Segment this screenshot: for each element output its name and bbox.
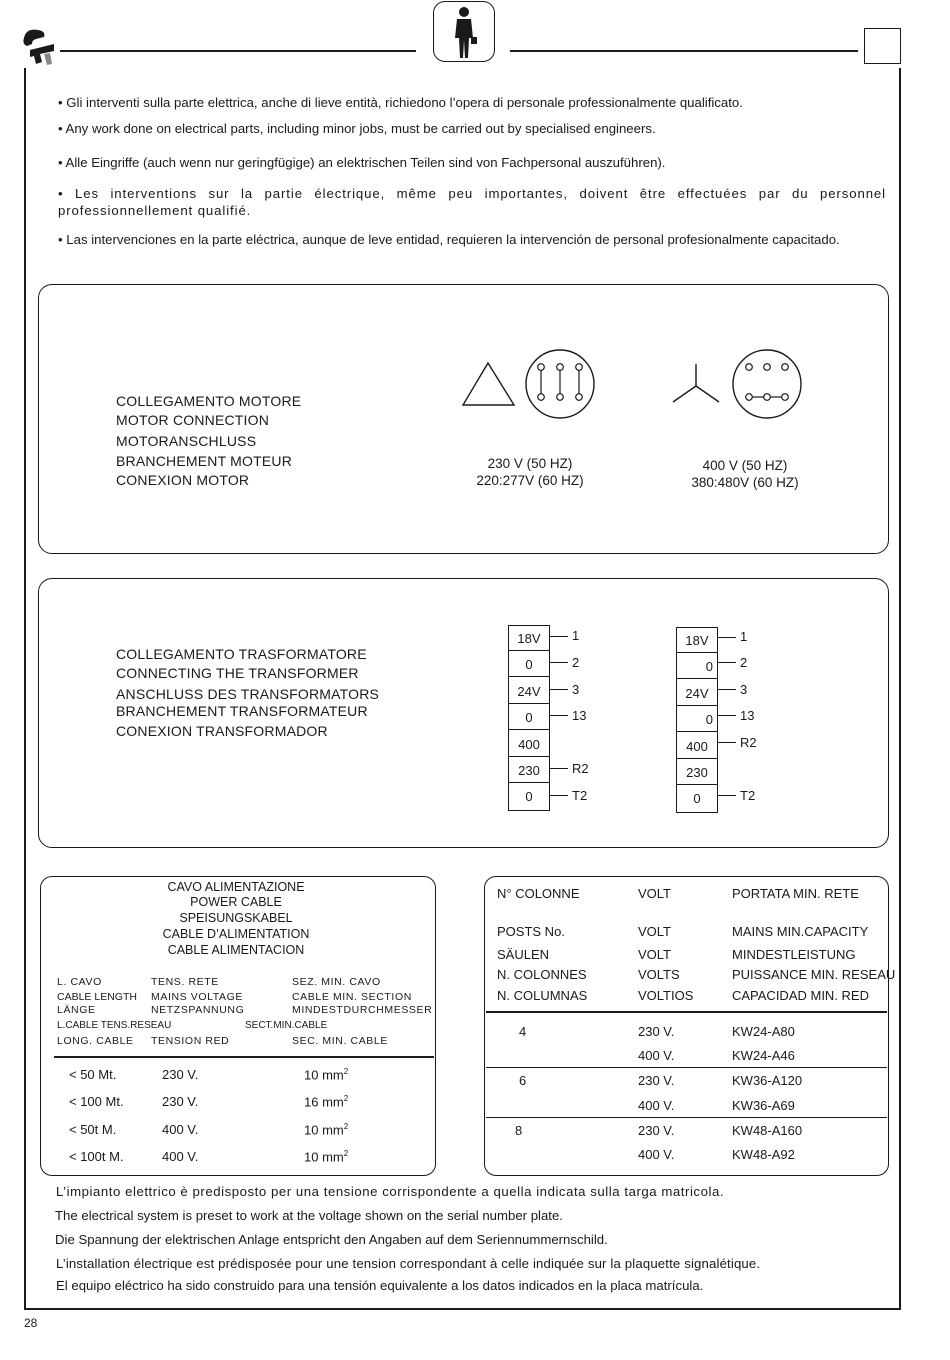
lead-line <box>718 662 736 663</box>
footer-note-de: Die Spannung der elektrischen Anlage entspricht den Angaben auf dem Seriennummernschild. <box>55 1232 608 1247</box>
cable-section-unit-exponent: 2 <box>343 1094 349 1103</box>
capacity-columns: 4 <box>519 1024 527 1039</box>
cable-header: MAINS VOLTAGE <box>151 991 244 1003</box>
terminal-number: R2 <box>572 761 589 776</box>
capacity-volt: 230 V. <box>638 1073 675 1088</box>
capacity-header: MAINS MIN.CAPACITY <box>732 924 869 939</box>
footer-note-fr: L’installation électrique est prédisposée pour une tension correspondant à celle indiquée sur la plaquette signalétique. <box>56 1256 761 1271</box>
cable-section-unit-exponent: 2 <box>343 1122 349 1131</box>
terminal-cell: 24V <box>677 681 717 706</box>
capacity-value: KW48-A92 <box>732 1147 795 1162</box>
cable-header-divider <box>54 1056 434 1058</box>
cable-length: < 50 Mt. <box>69 1067 117 1082</box>
terminal-cell: 0 <box>693 791 701 807</box>
capacity-value: KW36-A120 <box>732 1073 803 1088</box>
capacity-header: VOLT <box>638 924 671 939</box>
star-terminal-icon <box>730 347 804 421</box>
capacity-header: VOLTS <box>638 967 680 982</box>
motor-label: MOTORANSCHLUSS <box>116 433 257 449</box>
terminal-block-400v <box>676 627 718 813</box>
capacity-header: VOLT <box>638 886 671 901</box>
motor-label: CONEXION MOTOR <box>116 472 250 488</box>
terminal-number: 2 <box>740 655 748 670</box>
capacity-volt: 400 V. <box>638 1048 675 1063</box>
motor-label: MOTOR CONNECTION <box>116 412 270 428</box>
cable-title-line: CABLE D’ALIMENTATION <box>162 927 310 941</box>
capacity-value: KW36-A69 <box>732 1098 795 1113</box>
terminal-cell: 0 <box>677 707 717 732</box>
cable-title-line: SPEISUNGSKABEL <box>179 911 293 925</box>
lead-line <box>550 689 568 690</box>
cable-section <box>304 1067 348 1082</box>
motor-label: COLLEGAMENTO MOTORE <box>116 393 302 409</box>
cable-section <box>304 1094 348 1109</box>
terminal-cell: 0 <box>525 789 533 805</box>
capacity-volt: 230 V. <box>638 1024 675 1039</box>
header-rule-right <box>510 50 858 52</box>
cable-section <box>304 1122 348 1137</box>
terminal-number: 13 <box>740 708 755 723</box>
cable-section-unit-exponent: 2 <box>343 1149 349 1158</box>
footer-note-es: El equipo eléctrico ha sido construido para una tensión equivalente a los datos indicados en la placa matrícula. <box>56 1278 704 1293</box>
warning-en: • Any work done on electrical parts, including minor jobs, must be carried out by specialised engineers. <box>58 121 656 136</box>
terminal-number: 1 <box>740 629 748 644</box>
cable-title-line: CAVO ALIMENTAZIONE <box>167 880 305 894</box>
lead-line <box>718 637 736 638</box>
capacity-row-divider <box>486 1067 887 1068</box>
delta-triangle-icon <box>460 360 520 408</box>
capacity-header: CAPACIDAD MIN. RED <box>732 988 869 1003</box>
capacity-volt: 400 V. <box>638 1098 675 1113</box>
warning-it: • Gli interventi sulla parte elettrica, anche di lieve entità, richiedono l’opera di personale professionalmente qualificato. <box>58 95 743 110</box>
terminal-cell: 230 <box>509 758 549 783</box>
cable-section-value: 10 mm <box>304 1149 344 1165</box>
capacity-row-divider <box>486 1117 887 1118</box>
cable-header: CABLE MIN. SECTION <box>292 991 412 1003</box>
capacity-value: KW24-A80 <box>732 1024 795 1039</box>
lead-line <box>550 768 568 769</box>
cable-voltage: 400 V. <box>162 1122 199 1137</box>
frame-bottom <box>24 1308 901 1310</box>
technician-icon <box>434 2 494 60</box>
cable-voltage: 230 V. <box>162 1094 199 1109</box>
terminal-cell: 400 <box>509 732 549 757</box>
star-voltage <box>665 457 825 491</box>
capacity-value: KW48-A160 <box>732 1123 803 1138</box>
lead-line <box>550 636 568 637</box>
terminal-number: T2 <box>572 788 588 803</box>
cable-section-value: 10 mm <box>304 1067 344 1083</box>
capacity-columns: 8 <box>515 1123 523 1138</box>
cable-length: < 100t M. <box>69 1149 124 1164</box>
lead-line <box>718 689 736 690</box>
frame-left <box>24 68 26 1310</box>
cable-title-line: POWER CABLE <box>190 895 282 909</box>
capacity-value: KW24-A46 <box>732 1048 795 1063</box>
brand-logo-icon <box>20 24 58 66</box>
capacity-header: N° COLONNE <box>497 886 580 901</box>
cable-section-value: 10 mm <box>304 1122 344 1138</box>
capacity-header: VOLT <box>638 947 671 962</box>
transformer-label: CONNECTING THE TRANSFORMER <box>116 665 359 681</box>
footer-note-en: The electrical system is preset to work at the voltage shown on the serial number plate. <box>55 1208 563 1223</box>
cable-header: TENS. RETE <box>151 976 219 988</box>
capacity-columns: 6 <box>519 1073 527 1088</box>
lead-line <box>718 795 736 796</box>
cable-header: LONG. CABLE <box>57 1035 134 1047</box>
terminal-number: 2 <box>572 655 580 670</box>
terminal-cell: 230 <box>677 760 717 785</box>
terminal-cell: 24V <box>509 679 549 704</box>
footer-note-it: L’impianto elettrico è predisposto per una tensione corrispondente a quella indicata sulla targa matricola. <box>56 1184 725 1199</box>
terminal-cell: 0 <box>509 705 549 730</box>
capacity-header: PUISSANCE MIN. RESEAU <box>732 967 896 982</box>
warning-de: • Alle Eingriffe (auch wenn nur geringfügige) an elektrischen Teilen sind von Fachpersonal auszuführen). <box>58 155 666 170</box>
terminal-cell: 0 <box>677 654 717 679</box>
delta-voltage-50hz: 230 V (50 HZ) <box>487 456 573 471</box>
star-voltage-50hz: 400 V (50 HZ) <box>702 458 788 473</box>
cable-header: LÄNGE <box>57 1004 96 1016</box>
motor-label: BRANCHEMENT MOTEUR <box>116 453 293 469</box>
cable-section <box>304 1149 348 1164</box>
delta-terminal-icon <box>523 347 597 421</box>
lead-line <box>550 662 568 663</box>
terminal-cell: 18V <box>509 626 549 651</box>
capacity-header: VOLTIOS <box>638 988 694 1003</box>
cable-header: NETZSPANNUNG <box>151 1004 245 1016</box>
delta-voltage-60hz: 220:277V (60 HZ) <box>476 473 584 488</box>
terminal-number: 3 <box>572 682 580 697</box>
page-number: 28 <box>24 1316 38 1330</box>
capacity-header: POSTS No. <box>497 924 565 939</box>
cable-length: < 50t M. <box>69 1122 117 1137</box>
cable-voltage: 400 V. <box>162 1149 199 1164</box>
frame-right <box>899 68 901 1310</box>
terminal-number: R2 <box>740 735 757 750</box>
transformer-label: COLLEGAMENTO TRASFORMATORE <box>116 646 367 662</box>
cable-header: MINDESTDURCHMESSER <box>292 1004 433 1016</box>
cable-length: < 100 Mt. <box>69 1094 124 1109</box>
transformer-label: ANSCHLUSS DES TRANSFORMATORS <box>116 686 380 702</box>
capacity-header-divider <box>486 1011 887 1013</box>
terminal-number: 1 <box>572 628 580 643</box>
transformer-label: BRANCHEMENT TRANSFORMATEUR <box>116 703 368 719</box>
lead-line <box>550 715 568 716</box>
cable-header: SEZ. MIN. CAVO <box>292 976 381 988</box>
terminal-cell: 400 <box>677 734 717 759</box>
lead-line <box>718 715 736 716</box>
mains-capacity-table <box>484 876 889 1176</box>
transformer-label: CONEXION TRANSFORMADOR <box>116 723 328 739</box>
capacity-header: SÄULEN <box>497 947 550 962</box>
cable-section-unit-exponent: 2 <box>343 1067 349 1076</box>
star-wye-icon <box>670 360 722 406</box>
terminal-number: T2 <box>740 788 756 803</box>
delta-voltage <box>450 455 610 489</box>
cable-header: SECT.MIN.CABLE <box>245 1020 328 1031</box>
warning-es: • Las intervenciones en la parte eléctrica, aunque de leve entidad, requieren la intervención de personal profesionalmente capacitado. <box>58 232 840 247</box>
cable-voltage: 230 V. <box>162 1067 199 1082</box>
header-rule-left <box>60 50 416 52</box>
capacity-header: N. COLUMNAS <box>497 988 588 1003</box>
cable-section-value: 16 mm <box>304 1094 344 1110</box>
lead-line <box>718 742 736 743</box>
capacity-volt: 400 V. <box>638 1147 675 1162</box>
star-voltage-60hz: 380:480V (60 HZ) <box>691 475 799 490</box>
corner-square <box>864 28 901 64</box>
terminal-number: 13 <box>572 708 587 723</box>
terminal-block-230v <box>508 625 550 811</box>
cable-header: SEC. MIN. CABLE <box>292 1035 388 1047</box>
capacity-header: MINDESTLEISTUNG <box>732 947 856 962</box>
terminal-cell: 18V <box>677 628 717 653</box>
terminal-cell: 0 <box>509 652 549 677</box>
cable-header: TENSION RED <box>151 1035 230 1047</box>
capacity-volt: 230 V. <box>638 1123 675 1138</box>
cable-header: L.CABLE TENS.RESEAU <box>57 1020 172 1031</box>
capacity-header: N. COLONNES <box>497 967 587 982</box>
lead-line <box>550 795 568 796</box>
warning-fr: • Les interventions sur la partie électrique, même peu importantes, doivent être effectuées par du personnel professionnellement qualifié. <box>58 186 886 218</box>
cable-title-line: CABLE ALIMENTACION <box>167 943 305 957</box>
capacity-header: PORTATA MIN. RETE <box>732 886 859 901</box>
cable-header: CABLE LENGTH <box>57 991 137 1003</box>
person-badge <box>433 1 495 62</box>
cable-header: L. CAVO <box>57 976 102 988</box>
terminal-number: 3 <box>740 682 748 697</box>
